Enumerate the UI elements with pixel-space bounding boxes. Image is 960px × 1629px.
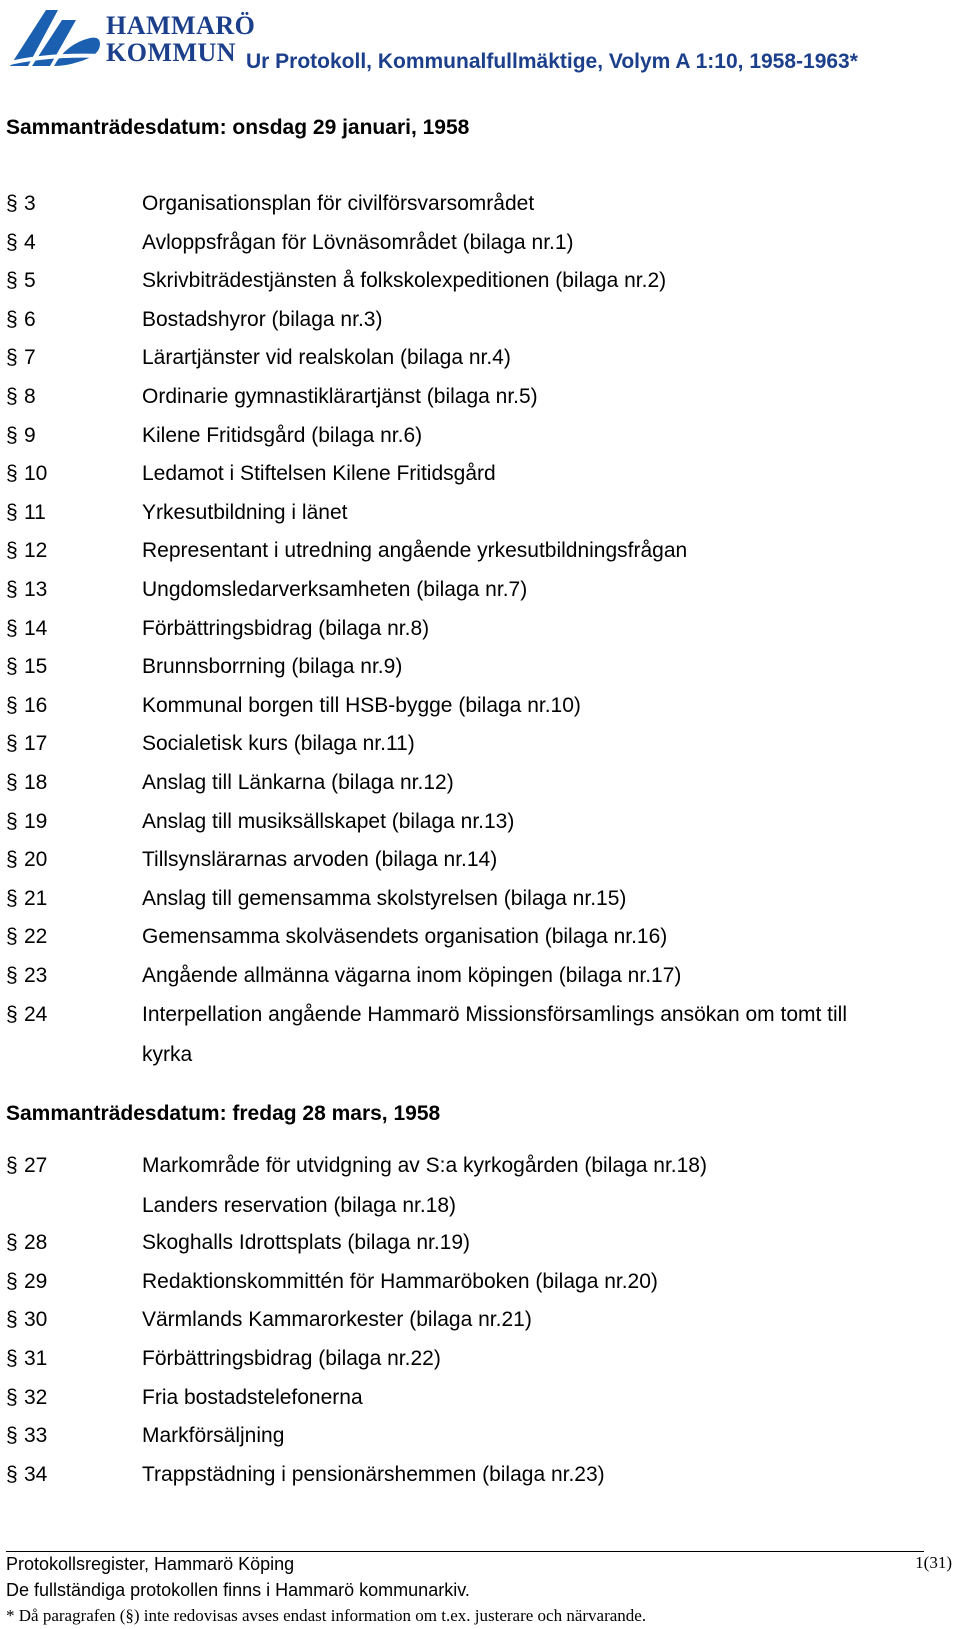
paragraph-title-line: Socialetisk kurs (bilaga nr.11)	[142, 732, 415, 756]
paragraph-title-line: Bostadshyror (bilaga nr.3)	[142, 307, 383, 331]
paragraph-number-value: 14	[24, 616, 48, 640]
section-sign-icon: §	[6, 925, 18, 949]
paragraph-number	[6, 771, 136, 795]
paragraph-number-value: 31	[24, 1347, 48, 1370]
paragraph-number-value: 24	[24, 1002, 48, 1026]
paragraph-title	[142, 462, 942, 502]
paragraph-number	[6, 1308, 136, 1332]
section-sign-icon: §	[6, 1462, 18, 1486]
paragraph-title-line: Skrivbiträdestjänsten å folkskolexpeditionen (bilaga nr.2)	[142, 269, 667, 293]
paragraph-title-line: Värmlands Kammarorkester (bilaga nr.21)	[142, 1308, 532, 1332]
section-sign-icon: §	[6, 655, 18, 679]
paragraph-number-value: 17	[24, 732, 48, 756]
paragraph-title-line: Förbättringsbidrag (bilaga nr.22)	[142, 1347, 441, 1370]
paragraph-number	[6, 231, 136, 255]
paragraph-title	[142, 617, 942, 657]
paragraph-number	[6, 925, 136, 949]
paragraph-title-line: Ungdomsledarverksamheten (bilaga nr.7)	[142, 578, 528, 601]
paragraph-title	[142, 964, 942, 1004]
paragraph-number	[6, 1386, 136, 1410]
footer-archive-note: De fullständiga protokollen finns i Hammarö kommunarkiv.	[6, 1580, 470, 1600]
paragraph-title	[142, 1463, 942, 1503]
paragraph-number-value: 21	[24, 886, 48, 910]
section-sign-icon: §	[6, 462, 18, 486]
document-title: Ur Protokoll, Kommunalfullmäktige, Volym A 1:10, 1958-1963*	[246, 50, 858, 73]
paragraph-number	[6, 1231, 136, 1255]
section-sign-icon: §	[6, 1269, 18, 1293]
paragraph-number-value: 30	[24, 1308, 48, 1332]
paragraph-number	[6, 1003, 136, 1027]
section-sign-icon: §	[6, 578, 18, 601]
paragraph-title	[142, 231, 942, 271]
paragraph-number-value: 8	[24, 385, 36, 408]
paragraph-title	[142, 1424, 942, 1464]
section-sign-icon: §	[6, 423, 18, 447]
paragraph-title	[142, 1270, 942, 1310]
section-sign-icon: §	[6, 732, 18, 756]
footer-divider	[6, 1551, 924, 1552]
paragraph-number	[6, 424, 136, 448]
paragraph-number	[6, 887, 136, 911]
paragraph-number-value: 20	[24, 848, 48, 872]
paragraph-title-line: Skoghalls Idrottsplats (bilaga nr.19)	[142, 1231, 471, 1255]
section-sign-icon: §	[6, 500, 18, 524]
section-sign-icon: §	[6, 385, 18, 408]
paragraph-number	[6, 578, 136, 602]
paragraph-number	[6, 1154, 136, 1178]
paragraph-title	[142, 771, 942, 811]
logo-emblem-icon	[6, 4, 104, 70]
logo-text-line2: KOMMUN	[106, 38, 237, 67]
page-number: 1(31)	[915, 1553, 952, 1572]
paragraph-title-line: Ordinarie gymnastiklärartjänst (bilaga nr.5)	[142, 385, 538, 408]
session-date: Sammanträdesdatum: onsdag 29 januari, 1958	[6, 116, 470, 139]
paragraph-number	[6, 964, 136, 988]
paragraph-number	[6, 655, 136, 679]
paragraph-title-line: Redaktionskommittén för Hammaröboken (bilaga nr.20)	[142, 1269, 658, 1293]
paragraph-number-value: 23	[24, 964, 48, 987]
paragraph-title-line: Markförsäljning	[142, 1424, 285, 1448]
paragraph-number	[6, 462, 136, 486]
section-sign-icon: §	[6, 192, 18, 215]
paragraph-number	[6, 617, 136, 641]
paragraph-title	[142, 1308, 942, 1348]
paragraph-title-line: Trappstädning i pensionärshemmen (bilaga nr.23)	[142, 1462, 605, 1486]
section-sign-icon: §	[6, 616, 18, 640]
paragraph-number	[6, 346, 136, 370]
paragraph-title-line: Gemensamma skolväsendets organisation (bilaga nr.16)	[142, 925, 668, 949]
paragraph-title-line: Ledamot i Stiftelsen Kilene Fritidsgård	[142, 462, 496, 486]
paragraph-title-line: Interpellation angående Hammarö Missionsförsamlings ansökan om tomt till	[142, 1002, 847, 1026]
paragraph-title-line: Anslag till gemensamma skolstyrelsen (bilaga nr.15)	[142, 886, 627, 910]
section-sign-icon: §	[6, 307, 18, 331]
section-sign-icon: §	[6, 1385, 18, 1409]
paragraph-number	[6, 192, 136, 216]
paragraph-title-line: Tillsynslärarnas arvoden (bilaga nr.14)	[142, 848, 498, 872]
paragraph-number-value: 29	[24, 1269, 48, 1293]
paragraph-title	[142, 848, 942, 888]
paragraph-number-value: 15	[24, 655, 48, 679]
paragraph-title	[142, 1347, 942, 1387]
paragraph-number-value: 33	[24, 1424, 48, 1448]
section-sign-icon: §	[6, 269, 18, 293]
paragraph-title-line: Angående allmänna vägarna inom köpingen (bilaga nr.17)	[142, 964, 682, 987]
logo-text	[106, 12, 255, 66]
section-sign-icon: §	[6, 848, 18, 872]
paragraph-number-value: 3	[24, 192, 36, 215]
section-sign-icon: §	[6, 693, 18, 717]
paragraph-title	[142, 501, 942, 541]
paragraph-number-value: 9	[24, 423, 36, 447]
paragraph-number	[6, 694, 136, 718]
paragraph-title	[142, 655, 942, 695]
paragraph-title	[142, 424, 942, 464]
section-sign-icon: §	[6, 809, 18, 833]
paragraph-title	[142, 1386, 942, 1426]
paragraph-number-value: 27	[24, 1154, 48, 1177]
paragraph-title	[142, 732, 942, 772]
section-sign-icon: §	[6, 886, 18, 910]
paragraph-title	[142, 1154, 942, 1234]
paragraph-title-line: Kommunal borgen till HSB-bygge (bilaga nr.10)	[142, 693, 581, 717]
paragraph-title	[142, 346, 942, 386]
paragraph-number-value: 16	[24, 693, 48, 717]
paragraph-title-line: Fria bostadstelefonerna	[142, 1385, 363, 1409]
paragraph-number	[6, 539, 136, 563]
paragraph-number-value: 32	[24, 1385, 48, 1409]
paragraph-title-line: Yrkesutbildning i länet	[142, 500, 348, 524]
paragraph-title-line: kyrka	[142, 1042, 193, 1066]
paragraph-title	[142, 1231, 942, 1271]
paragraph-number-value: 10	[24, 462, 48, 486]
section-sign-icon: §	[6, 771, 18, 794]
paragraph-number	[6, 848, 136, 872]
section-sign-icon: §	[6, 1231, 18, 1255]
logo-text-line1: HAMMARÖ	[106, 11, 256, 40]
paragraph-title-line: Kilene Fritidsgård (bilaga nr.6)	[142, 423, 423, 447]
paragraph-title	[142, 694, 942, 734]
paragraph-title	[142, 810, 942, 850]
paragraph-number	[6, 810, 136, 834]
section-sign-icon: §	[6, 346, 18, 370]
paragraph-title	[142, 385, 942, 425]
section-sign-icon: §	[6, 964, 18, 987]
paragraph-number-value: 19	[24, 809, 48, 833]
paragraph-title-line: Brunnsborrning (bilaga nr.9)	[142, 655, 403, 679]
hammaro-kommun-logo	[6, 4, 256, 70]
paragraph-number	[6, 732, 136, 756]
footer-register-name: Protokollsregister, Hammarö Köping	[6, 1554, 295, 1574]
paragraph-title-line: Förbättringsbidrag (bilaga nr.8)	[142, 616, 430, 640]
paragraph-number-value: 28	[24, 1231, 48, 1255]
paragraph-number-value: 13	[24, 578, 48, 601]
paragraph-number-value: 7	[24, 346, 36, 370]
paragraph-number	[6, 385, 136, 409]
paragraph-number	[6, 501, 136, 525]
paragraph-title	[142, 539, 942, 579]
paragraph-number-value: 34	[24, 1462, 48, 1486]
paragraph-number	[6, 1424, 136, 1448]
section-sign-icon: §	[6, 1002, 18, 1026]
paragraph-number-value: 18	[24, 771, 48, 794]
paragraph-title-line: Avloppsfrågan för Lövnäsområdet (bilaga nr.1)	[142, 230, 574, 254]
section-sign-icon: §	[6, 1154, 18, 1177]
paragraph-title-line: Anslag till Länkarna (bilaga nr.12)	[142, 771, 454, 794]
section-sign-icon: §	[6, 1424, 18, 1448]
paragraph-title	[142, 308, 942, 348]
paragraph-title	[142, 1003, 942, 1083]
paragraph-number	[6, 308, 136, 332]
paragraph-number	[6, 1270, 136, 1294]
paragraph-title	[142, 925, 942, 965]
paragraph-number	[6, 269, 136, 293]
paragraph-number-value: 6	[24, 307, 36, 331]
paragraph-number-value: 4	[24, 230, 36, 254]
paragraph-title-line: Organisationsplan för civilförsvarsområdet	[142, 192, 535, 215]
paragraph-title	[142, 192, 942, 232]
paragraph-title-line: Landers reservation (bilaga nr.18)	[142, 1194, 457, 1217]
paragraph-title-line: Lärartjänster vid realskolan (bilaga nr.4)	[142, 346, 511, 370]
paragraph-title-line: Anslag till musiksällskapet (bilaga nr.13)	[142, 809, 515, 833]
paragraph-number	[6, 1347, 136, 1371]
paragraph-title	[142, 269, 942, 309]
section-sign-icon: §	[6, 1308, 18, 1332]
paragraph-number-value: 22	[24, 925, 48, 949]
session-date: Sammanträdesdatum: fredag 28 mars, 1958	[6, 1102, 441, 1125]
paragraph-title-line: Markområde för utvidgning av S:a kyrkogården (bilaga nr.18)	[142, 1154, 707, 1177]
footer-asterisk-note: * Då paragrafen (§) inte redovisas avses endast information om t.ex. justerare och närvarande.	[6, 1606, 647, 1625]
section-sign-icon: §	[6, 539, 18, 563]
paragraph-title	[142, 578, 942, 618]
paragraph-title-line: Representant i utredning angående yrkesutbildningsfrågan	[142, 539, 688, 563]
paragraph-number-value: 12	[24, 539, 48, 563]
paragraph-number-value: 5	[24, 269, 36, 293]
paragraph-number	[6, 1463, 136, 1487]
section-sign-icon: §	[6, 230, 18, 254]
paragraph-number-value: 11	[24, 500, 46, 524]
paragraph-title	[142, 887, 942, 927]
section-sign-icon: §	[6, 1347, 18, 1370]
